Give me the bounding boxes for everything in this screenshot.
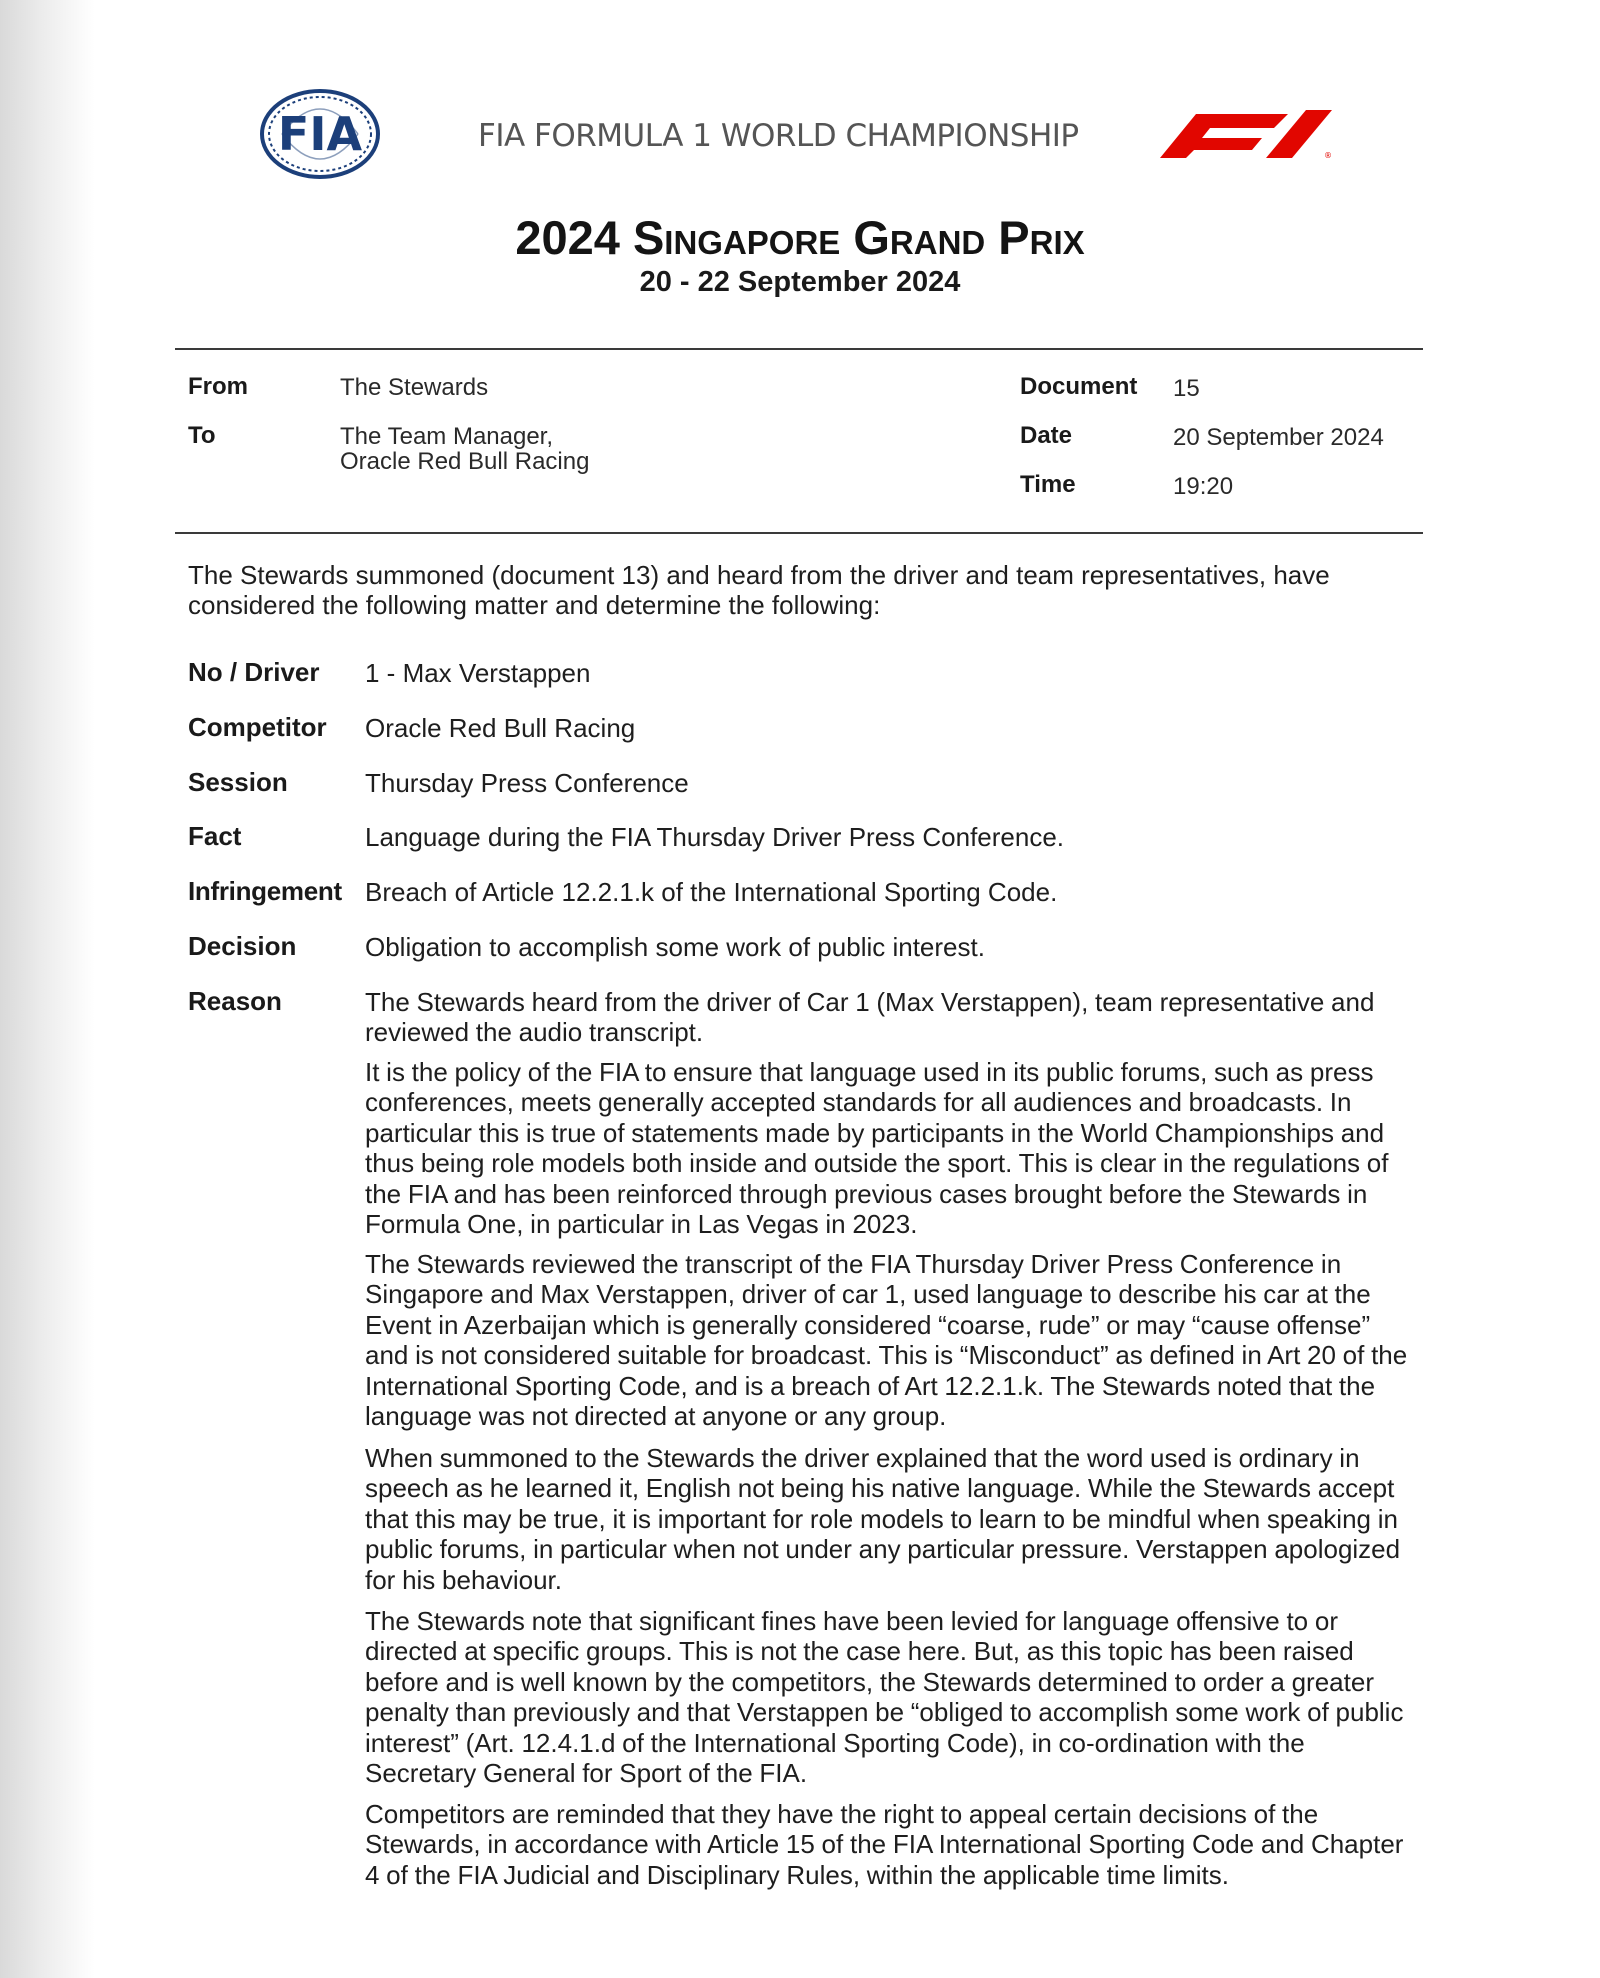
field-label-infringement: Infringement: [188, 876, 342, 906]
reason-paragraph-1: The Stewards heard from the driver of Car 1 (Max Verstappen), team representative and reviewed the audio transcript.: [365, 987, 1375, 1048]
intro-text: The Stewards summoned (document 13) and heard from the driver and team representatives, have considered the following matter and determine the following:: [188, 560, 1330, 620]
field-label-competitor: Competitor: [188, 712, 327, 742]
to-value-line2: Oracle Red Bull Racing: [340, 448, 590, 475]
field-label-driver: No / Driver: [188, 657, 320, 687]
field-value-infringement: Breach of Article 12.2.1.k of the International Sporting Code.: [365, 877, 1058, 907]
field-value-driver: 1 - Max Verstappen: [365, 658, 591, 688]
event-title: [0, 210, 1600, 265]
field-label-fact: Fact: [188, 821, 242, 851]
svg-text:FIA: FIA: [277, 107, 363, 161]
to-label: To: [188, 422, 216, 449]
field-label-decision: Decision: [188, 931, 297, 961]
field-value-session: Thursday Press Conference: [365, 768, 689, 798]
document-label: Document: [1020, 373, 1138, 400]
f1-logo: [1158, 108, 1334, 160]
field-value-decision: Obligation to accomplish some work of public interest.: [365, 932, 985, 962]
from-value: The Stewards: [340, 374, 489, 401]
to-value-line1: The Team Manager,: [340, 423, 554, 450]
field-value-competitor: Oracle Red Bull Racing: [365, 713, 636, 743]
field-label-reason: Reason: [188, 986, 282, 1016]
reason-paragraph-2: It is the policy of the FIA to ensure that language used in its public forums, such as press conferences, meets generally accepted standards for all audiences and broadcasts. In particular this is true of statements made by participants in the World Championships and thus being role models both inside and outside the sport. This is clear in the regulations of the FIA and has been reinforced through previous cases brought before the Stewards in Formula One, in particular in Las Vegas in 2023.: [365, 1057, 1389, 1240]
time-label: Time: [1020, 471, 1076, 498]
meta-divider: [175, 532, 1423, 534]
event-year: 2024: [515, 211, 620, 264]
reason-paragraph-3: The Stewards reviewed the transcript of the FIA Thursday Driver Press Conference in Singapore and Max Verstappen, driver of car 1, used language to describe his car at the Event in Azerbaijan which is generally considered “coarse, rude” or may “cause offense” and is not considered suitable for broadcast. This is “Misconduct” as defined in Art 20 of the International Sporting Code, and is a breach of Art 12.2.1.k. The Stewards noted that the language was not directed at anyone or any group.: [365, 1249, 1408, 1432]
fia-logo: [258, 88, 382, 180]
event-dates: 20 - 22 September 2024: [639, 266, 961, 298]
date-value: 20 September 2024: [1173, 424, 1384, 451]
date-label: Date: [1020, 422, 1073, 449]
reason-paragraph-4: When summoned to the Stewards the driver explained that the word used is ordinary in speech as he learned it, English not being his native language. While the Stewards accept that this may be true, it is important for role models to learn to be mindful when speaking in public forums, in particular when not under any particular pressure. Verstappen apologized for his behaviour.: [365, 1443, 1401, 1595]
time-value: 19:20: [1173, 473, 1234, 500]
event-name: Singapore Grand Prix: [632, 211, 1085, 264]
from-label: From: [188, 373, 248, 400]
championship-title: FIA FORMULA 1 WORLD CHAMPIONSHIP: [478, 118, 1079, 154]
document-number: 15: [1173, 375, 1200, 402]
svg-text:®: ®: [1324, 151, 1332, 160]
field-value-fact: Language during the FIA Thursday Driver Press Conference.: [365, 822, 1065, 852]
header-divider: [175, 348, 1423, 350]
reason-paragraph-5: The Stewards note that significant fines have been levied for language offensive to or directed at specific groups. This is not the case here. But, as this topic has been raised before and is well known by the competitors, the Stewards determined to order a greater penalty than previously and that Verstappen be “obliged to accomplish some work of public interest” (Art. 12.4.1.d of the International Sporting Code), in co-ordination with the Secretary General for Sport of the FIA.: [365, 1606, 1404, 1789]
reason-paragraph-6: Competitors are reminded that they have the right to appeal certain decisions of the Stewards, in accordance with Article 15 of the FIA International Sporting Code and Chapter 4 of the FIA Judicial and Disciplinary Rules, within the applicable time limits.: [365, 1799, 1404, 1890]
field-label-session: Session: [188, 767, 288, 797]
